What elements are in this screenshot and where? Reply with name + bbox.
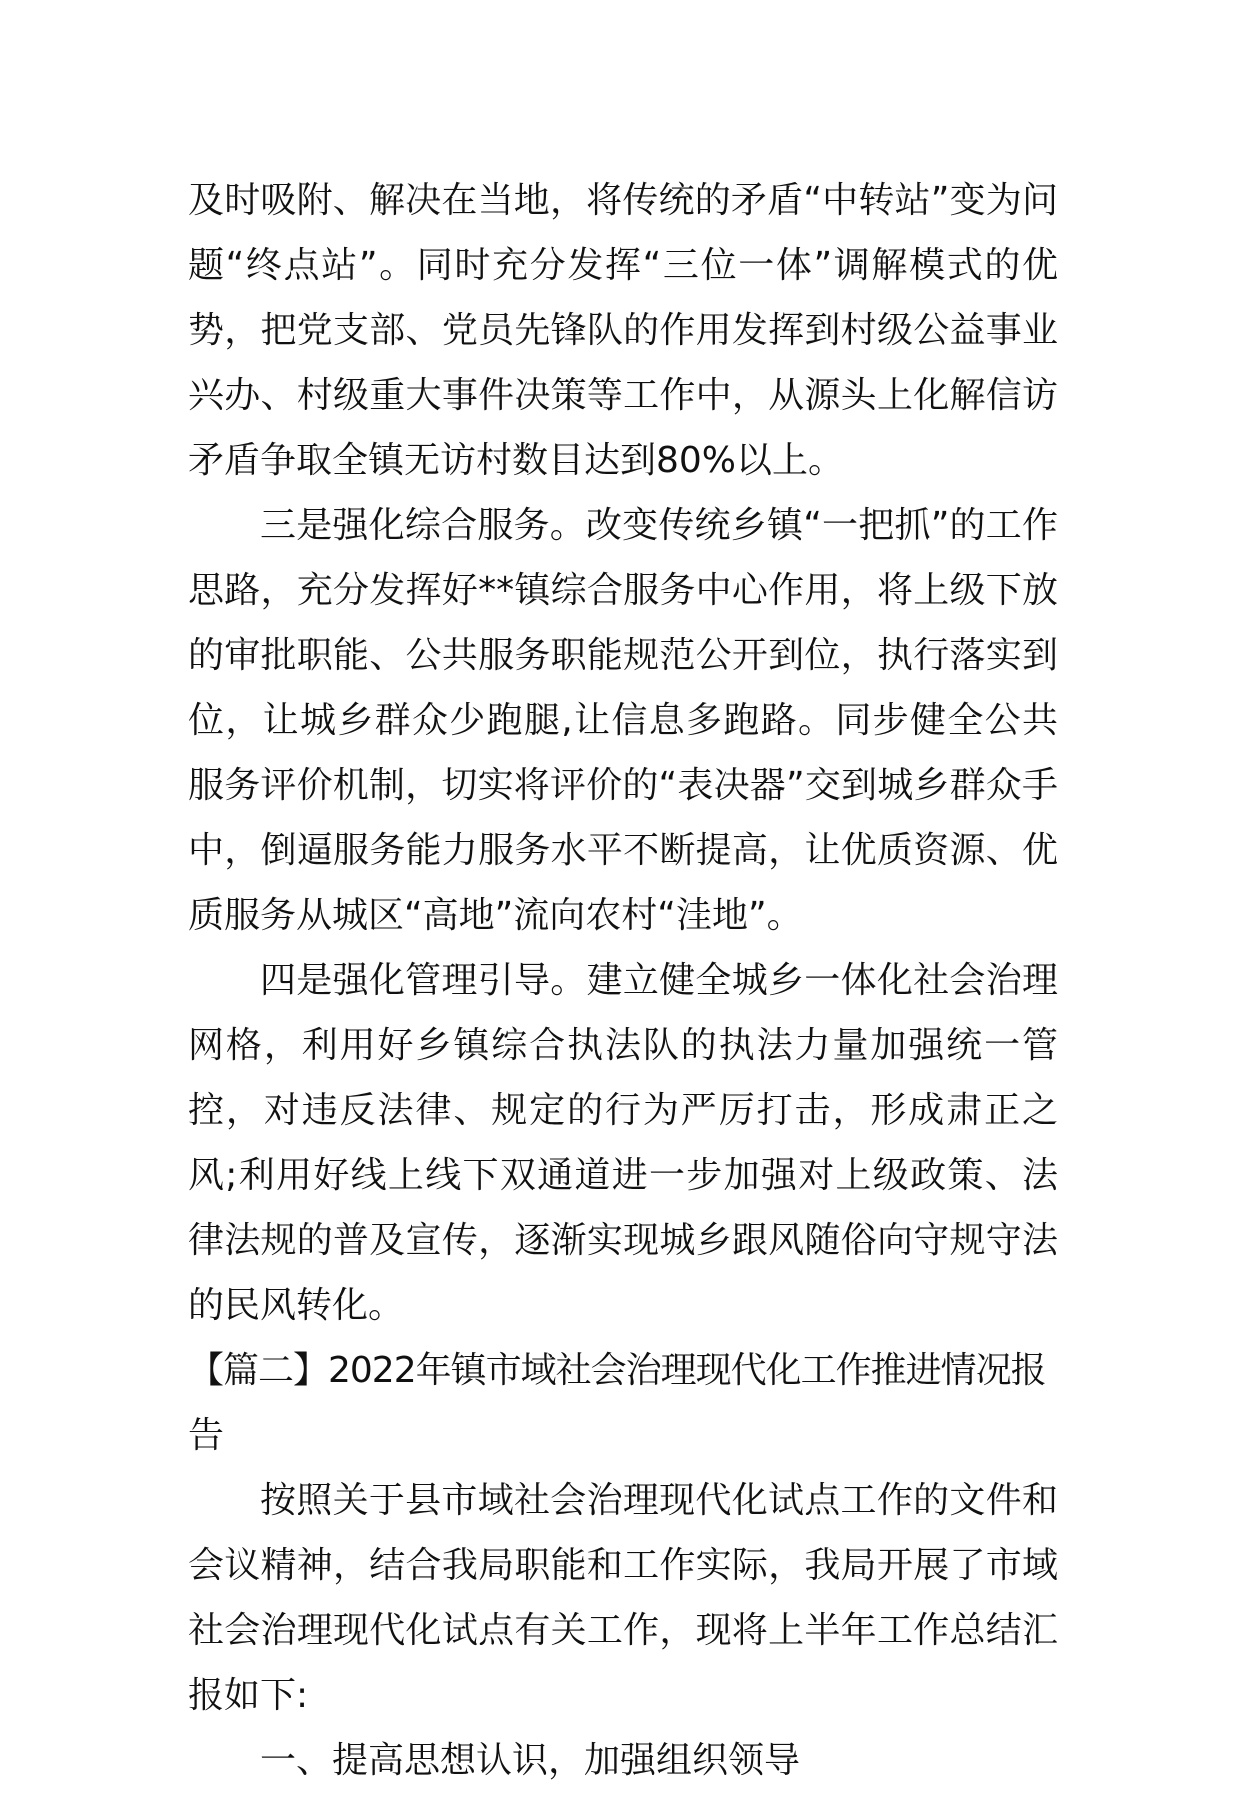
intro-paragraph: 按照关于县市域社会治理现代化试点工作的文件和会议精神，结合我局职能和工作实际，我局开展了市域社会治理现代化试点有关工作，现将上半年工作总结汇报如下:: [188, 1480, 1058, 1716]
body-paragraph-2: 三是强化综合服务。改变传统乡镇“一把抓”的工作思路，充分发挥好**镇综合服务中心作用，将上级下放的审批职能、公共服务职能规范公开到位，执行落实到位，让城乡群众少跑腿,让信息多跑路。同步健全公共服务评价机制，切实将评价的“表决器”交到城乡群众手中，倒逼服务能力服务水平不断提高，让优质资源、优质服务从城区“高地”流向农村“洼地”。: [188, 505, 1058, 936]
body-paragraph-3: 四是强化管理引导。建立健全城乡一体化社会治理网格，利用好乡镇综合执法队的执法力量加强统一管控，对违反法律、规定的行为严厉打击，形成肃正之风;利用好线上线下双通道进一步加强对上级政策、法律法规的普及宣传，逐渐实现城乡跟风随俗向守规守法的民风转化。: [188, 960, 1058, 1326]
section-title: 一、提高思想认识，加强组织领导: [260, 1740, 801, 1781]
body-paragraph-1: 及时吸附、解决在当地，将传统的矛盾“中转站”变为问题“终点站”。同时充分发挥“三位一体”调解模式的优势，把党支部、党员先锋队的作用发挥到村级公益事业兴办、村级重大事件决策等工作中，从源头上化解信访矛盾争取全镇无访村数目达到80%以上。: [188, 180, 1058, 481]
article-heading: 【篇二】2022年镇市域社会治理现代化工作推进情况报告: [188, 1350, 1046, 1456]
document-page: [188, 168, 1058, 1793]
